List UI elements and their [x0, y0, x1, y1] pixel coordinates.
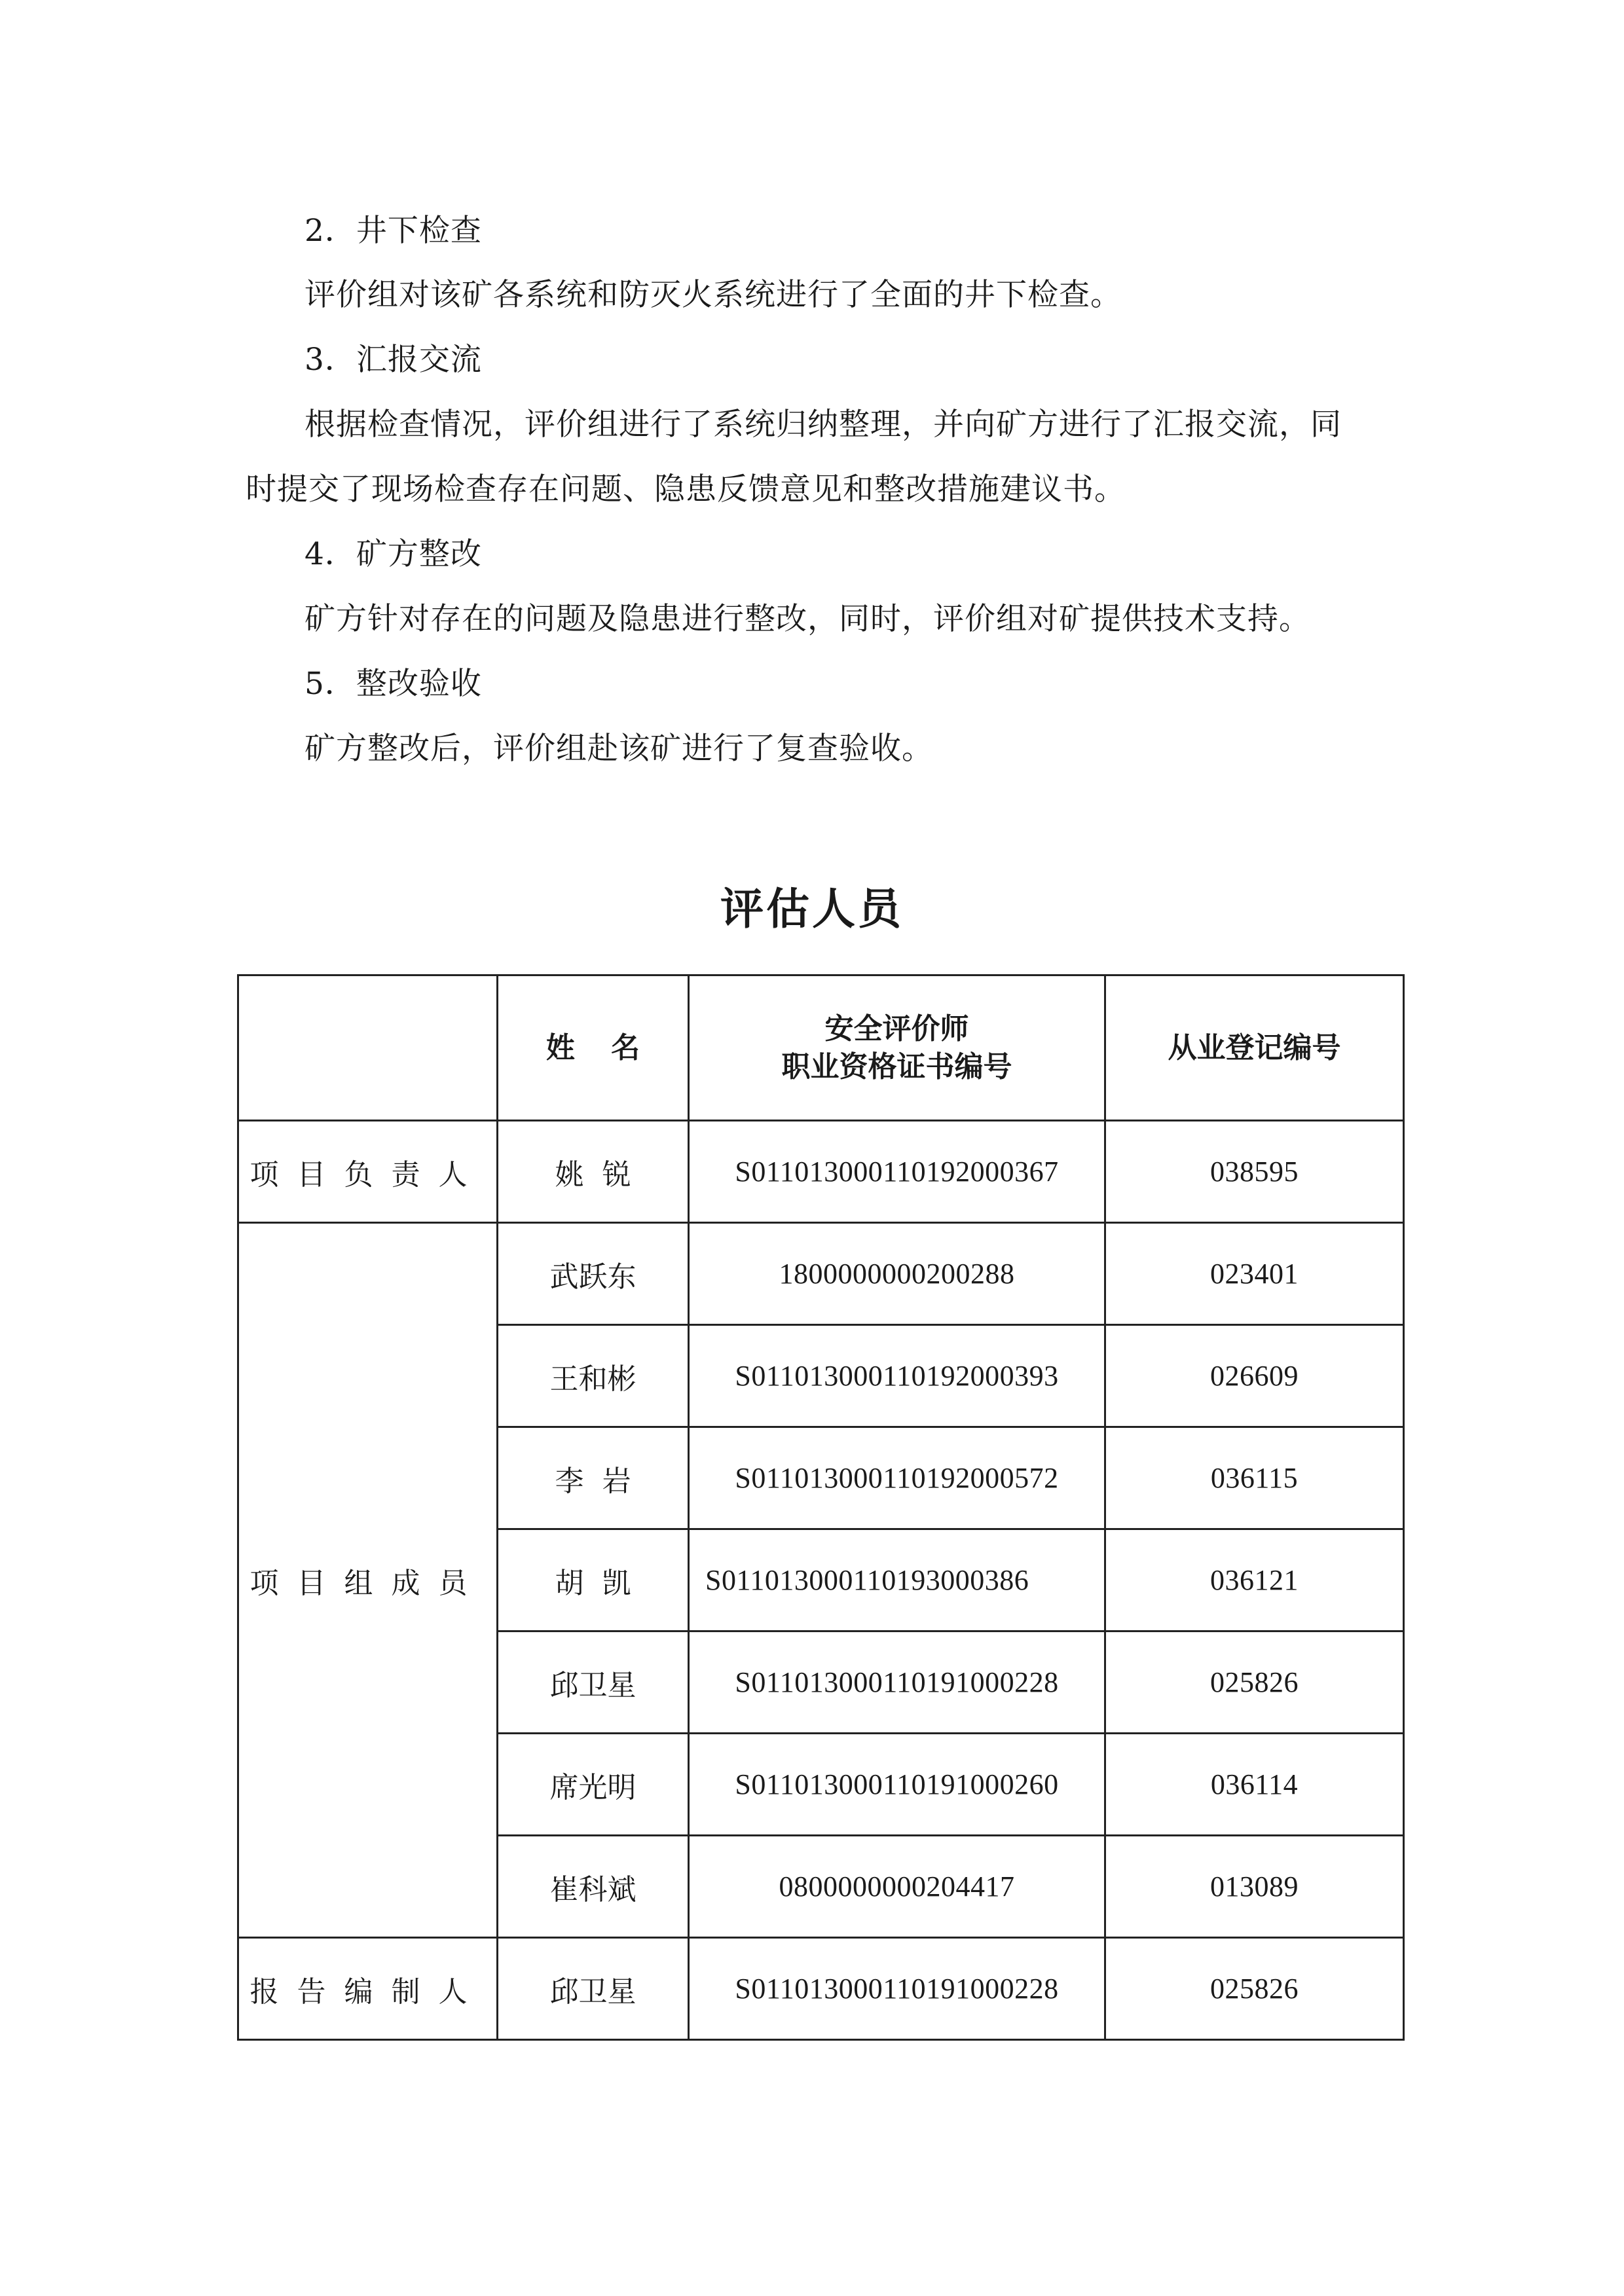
header-blank: [238, 975, 498, 1121]
cert-cell: S011013000110192000572: [689, 1427, 1105, 1529]
cert-cell: S011013000110192000367: [689, 1121, 1105, 1223]
header-cert-line2: 职业资格证书编号: [781, 1049, 1012, 1084]
name-cell: 胡 凯: [498, 1529, 689, 1631]
step-5-heading: 5．整改验收: [304, 666, 482, 702]
cert-cell: S011013000110191000228: [689, 1631, 1105, 1734]
reg-cell: 038595: [1105, 1121, 1404, 1223]
cert-cell: S011013000110191000228: [689, 1938, 1105, 2040]
assessment-staff-table: [237, 974, 1405, 2041]
reg-cell: 036121: [1105, 1529, 1404, 1631]
reg-cell: 025826: [1105, 1631, 1404, 1734]
name-cell: 崔科斌: [498, 1836, 689, 1938]
name-cell: 姚 锐: [498, 1121, 689, 1223]
role-cell-report-author: 报告编制人: [238, 1938, 498, 2040]
header-name: [498, 975, 689, 1121]
name-cell: 邱卫星: [498, 1938, 689, 2040]
name-cell: 邱卫星: [498, 1631, 689, 1734]
step-3-heading: 3．汇报交流: [304, 342, 482, 378]
reg-cell: 036114: [1105, 1734, 1404, 1836]
reg-cell: 026609: [1105, 1325, 1404, 1427]
table-header-row: [238, 975, 1404, 1121]
table-row: [238, 1223, 1404, 1325]
cert-cell: 0800000000204417: [689, 1836, 1105, 1938]
section-title: 评估人员: [720, 884, 904, 934]
reg-cell: 013089: [1105, 1836, 1404, 1938]
reg-cell: 025826: [1105, 1938, 1404, 2040]
header-name-label: 姓 名: [545, 1030, 654, 1065]
step-4-heading: 4．矿方整改: [304, 536, 482, 572]
role-cell-project-lead: 项目负责人: [238, 1121, 498, 1223]
step-2-heading: 2．井下检查: [304, 213, 482, 249]
step-4-body: 矿方针对存在的问题及隐患进行整改，同时，评价组对矿提供技术支持。: [304, 601, 1310, 637]
step-3-body-line1: 根据检查情况，评价组进行了系统归纳整理，并向矿方进行了汇报交流，同: [304, 407, 1342, 443]
header-cert: [689, 975, 1105, 1121]
header-cert-line1: 安全评价师: [824, 1011, 969, 1046]
name-cell: 李 岩: [498, 1427, 689, 1529]
cert-cell: S011013000110192000393: [689, 1325, 1105, 1427]
table-row: [238, 1938, 1404, 2040]
reg-cell: 036115: [1105, 1427, 1404, 1529]
role-cell-team-members: 项目组成员: [238, 1223, 498, 1938]
name-cell: 武跃东: [498, 1223, 689, 1325]
reg-cell: 023401: [1105, 1223, 1404, 1325]
name-cell: 席光明: [498, 1734, 689, 1836]
name-cell: 王和彬: [498, 1325, 689, 1427]
cert-cell: S011013000110193000386: [689, 1529, 1105, 1631]
step-3-body-line2: 时提交了现场检查存在问题、隐患反馈意见和整改措施建议书。: [246, 471, 1126, 507]
cert-cell: S011013000110191000260: [689, 1734, 1105, 1836]
cert-cell: 1800000000200288: [689, 1223, 1105, 1325]
step-2-body: 评价组对该矿各系统和防灭火系统进行了全面的井下检查。: [304, 277, 1122, 313]
step-5-body: 矿方整改后，评价组赴该矿进行了复查验收。: [304, 731, 933, 767]
header-reg: 从业登记编号: [1105, 975, 1404, 1121]
table-row: [238, 1121, 1404, 1223]
